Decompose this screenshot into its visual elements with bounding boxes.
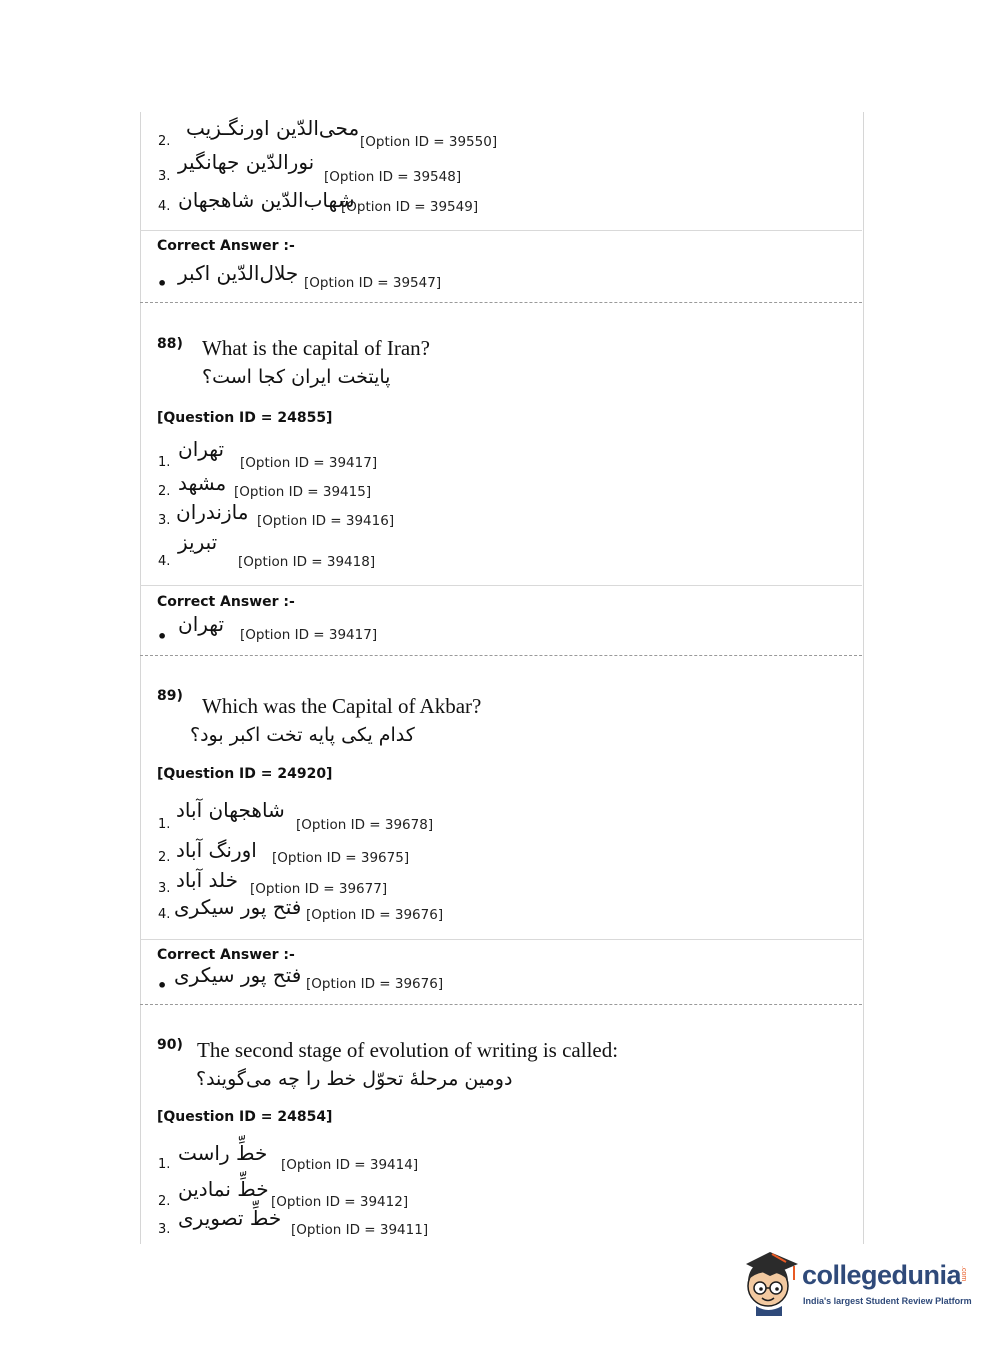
question-number: 90) — [157, 1037, 183, 1053]
logo-domain: .com — [960, 1266, 967, 1282]
option-number: 4. — [158, 907, 171, 922]
option-urdu-text: شاهجهان آباد — [176, 798, 285, 822]
option-number: 3. — [158, 169, 171, 184]
option-number: 2. — [158, 134, 171, 149]
logo-wordmark: collegedunia — [802, 1260, 962, 1290]
option-urdu-text: مازندران — [176, 500, 249, 524]
option-urdu-text: مشهد — [178, 471, 227, 495]
option-urdu-text: فتح پور سیکری — [174, 895, 302, 919]
option-id: [Option ID = 39677] — [250, 881, 388, 897]
answer-bullet: • — [157, 627, 168, 646]
divider — [140, 939, 862, 940]
question-urdu-text: دومین مرحلهٔ تحوّل خط را چه می‌گویند؟ — [196, 1068, 513, 1090]
option-id: [Option ID = 39676] — [306, 907, 444, 923]
option-number: 4. — [158, 554, 171, 569]
option-id: [Option ID = 39411] — [291, 1222, 429, 1238]
option-urdu-text: خطِّ نمادین — [178, 1177, 269, 1201]
question-separator — [140, 655, 862, 656]
option-urdu-text: خطِّ تصویری — [178, 1206, 282, 1230]
answer-bullet: • — [157, 976, 168, 995]
option-urdu-text: تبریز — [178, 530, 218, 554]
option-number: 2. — [158, 1194, 171, 1209]
correct-answer-label: Correct Answer :- — [157, 238, 295, 254]
correct-answer-id: [Option ID = 39547] — [304, 275, 442, 291]
question-id: [Question ID = 24854] — [157, 1109, 333, 1125]
correct-answer-label: Correct Answer :- — [157, 594, 295, 610]
question-urdu-text: پایتخت ایران کجا است؟ — [202, 366, 391, 388]
divider — [140, 585, 862, 586]
option-id: [Option ID = 39418] — [238, 554, 376, 570]
option-id: [Option ID = 39675] — [272, 850, 410, 866]
divider — [140, 230, 862, 231]
question-id: [Question ID = 24920] — [157, 766, 333, 782]
option-id: [Option ID = 39416] — [257, 513, 395, 529]
option-number: 1. — [158, 1157, 171, 1172]
option-id: [Option ID = 39549] — [341, 199, 479, 215]
question-separator — [140, 1004, 862, 1005]
question-text: The second stage of evolution of writing is called: — [197, 1038, 619, 1062]
question-number: 89) — [157, 688, 183, 704]
option-urdu-text: اورنگ آباد — [176, 838, 257, 862]
option-urdu-text: نورالدّین جهانگیر — [178, 150, 315, 174]
option-id: [Option ID = 39548] — [324, 169, 462, 185]
option-id: [Option ID = 39417] — [240, 455, 378, 471]
question-id: [Question ID = 24855] — [157, 410, 333, 426]
collegedunia-logo[interactable] — [742, 1250, 972, 1320]
correct-answer-urdu: تهران — [178, 612, 225, 636]
option-number: 1. — [158, 455, 171, 470]
correct-answer-id: [Option ID = 39676] — [306, 976, 444, 992]
correct-answer-label: Correct Answer :- — [157, 947, 295, 963]
option-id: [Option ID = 39415] — [234, 484, 372, 500]
option-urdu-text: شهاب‌الدّین شاهجهان — [178, 188, 355, 212]
option-number: 3. — [158, 881, 171, 896]
option-number: 1. — [158, 817, 171, 832]
option-urdu-text: محی‌الدّین اورنگـزیب — [186, 116, 360, 140]
correct-answer-urdu: فتح پور سیکری — [174, 963, 302, 987]
correct-answer-id: [Option ID = 39417] — [240, 627, 378, 643]
question-text: What is the capital of Iran? — [202, 336, 430, 360]
option-id: [Option ID = 39550] — [360, 134, 498, 150]
option-urdu-text: خلد آباد — [176, 868, 238, 892]
logo-tagline: India's largest Student Review Platform — [803, 1296, 972, 1306]
option-number: 2. — [158, 850, 171, 865]
option-number: 2. — [158, 484, 171, 499]
question-urdu-text: کدام یکی پایه تخت اکبر بود؟ — [190, 724, 415, 746]
correct-answer-urdu: جلال‌الدّین اکبر — [178, 261, 299, 285]
option-id: [Option ID = 39678] — [296, 817, 434, 833]
question-text: Which was the Capital of Akbar? — [202, 694, 482, 718]
question-number: 88) — [157, 336, 183, 352]
option-urdu-text: تهران — [178, 437, 225, 461]
answer-bullet: • — [157, 274, 168, 293]
option-number: 3. — [158, 513, 171, 528]
option-urdu-text: خطِّ راست — [178, 1141, 268, 1165]
option-number: 4. — [158, 199, 171, 214]
option-id: [Option ID = 39412] — [271, 1194, 409, 1210]
option-number: 3. — [158, 1222, 171, 1237]
question-separator — [140, 302, 862, 303]
option-id: [Option ID = 39414] — [281, 1157, 419, 1173]
mascot-icon — [742, 1250, 802, 1316]
